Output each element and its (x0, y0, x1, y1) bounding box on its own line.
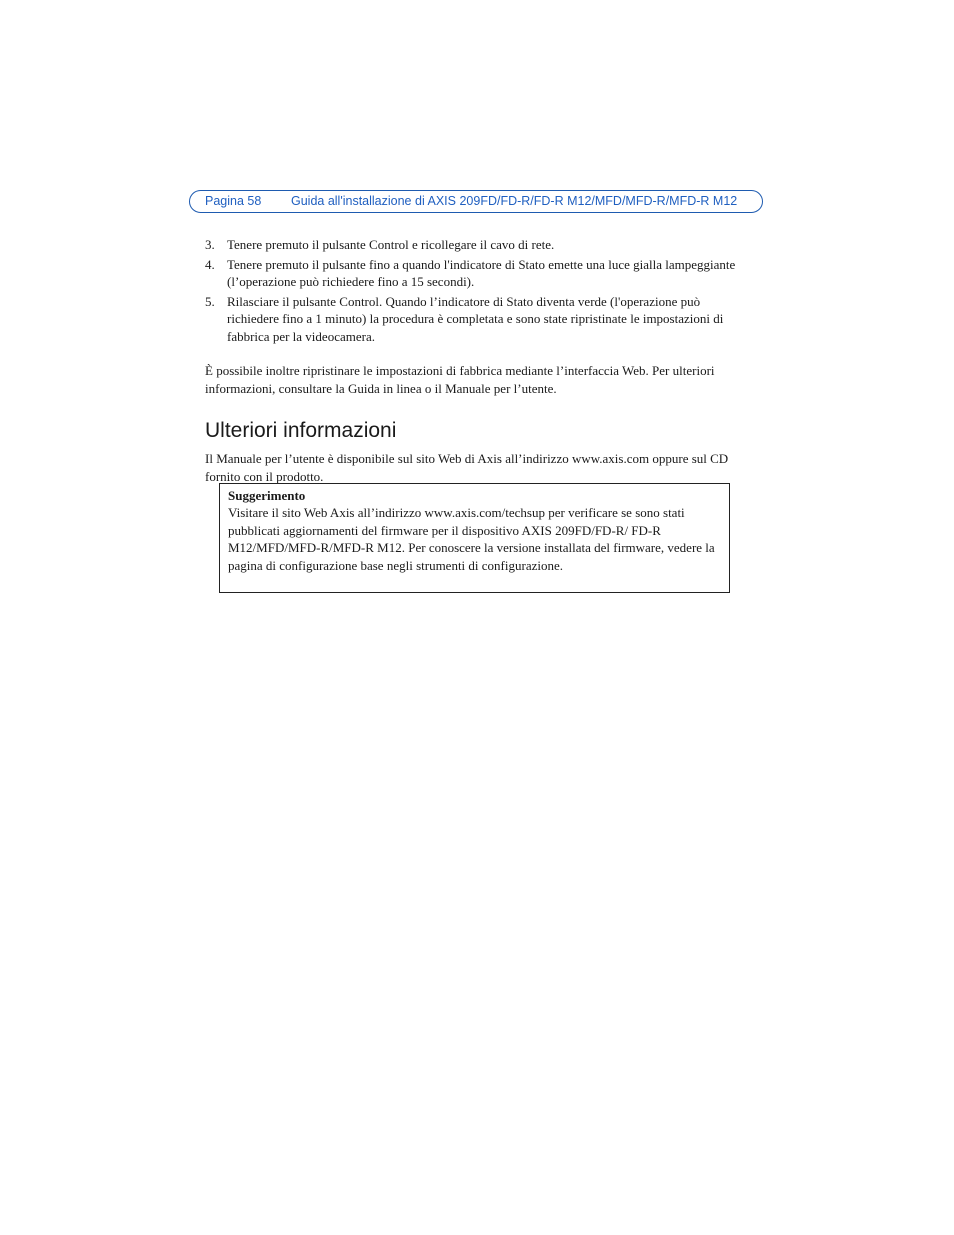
step-text: Tenere premuto il pulsante fino a quando l'indicatore di Stato emette una luce gialla lampeggiante (l’operazione può richiedere fino a 15 secondi). (227, 256, 736, 289)
list-item (205, 293, 750, 346)
intro-paragraph: È possibile inoltre ripristinare le impostazioni di fabbrica mediante l’interfaccia Web. Per ulteriori informazioni, consultare la Guida in linea o il Manuale per l’utente. (205, 363, 715, 396)
section-heading: Ulteriori informazioni (205, 419, 397, 442)
step-text: Tenere premuto il pulsante Control e ricollegare il cavo di rete. (227, 237, 555, 252)
tip-title: Suggerimento (228, 488, 306, 503)
step-number: 4. (205, 256, 215, 272)
tip-text: Visitare il sito Web Axis all’indirizzo www.axis.com/techsup per verificare se sono stati pubblicati aggiornamenti del firmware per il dispositivo AXIS 209FD/FD-R/ FD-R M12/MFD/MFD-R/MFD-R M12. Per conoscere la versione installata del firmware, vedere la pagina di configurazione base negli strumenti di configurazione. (228, 505, 715, 573)
section-paragraph: Il Manuale per l’utente è disponibile sul sito Web di Axis all’indirizzo www.axis.com oppure sul CD fornito con il prodotto. (205, 451, 729, 484)
main-content (205, 236, 750, 485)
procedure-steps (205, 236, 750, 345)
list-item (205, 236, 750, 254)
step-number: 3. (205, 237, 215, 252)
page-number: Pagina 58 (205, 194, 262, 208)
step-number: 5. (205, 293, 215, 309)
page-header (189, 190, 763, 213)
tip-box (219, 483, 730, 593)
document-title: Guida all'installazione di AXIS 209FD/FD-R/FD-R M12/MFD/MFD-R/MFD-R M12 (291, 194, 738, 208)
list-item (205, 256, 750, 291)
step-text: Rilasciare il pulsante Control. Quando l’indicatore di Stato diventa verde (l'operazione può richiedere fino a 1 minuto) la procedura è completata e sono state ripristinate le impostazioni di fabbrica per la videocamera. (227, 293, 724, 344)
